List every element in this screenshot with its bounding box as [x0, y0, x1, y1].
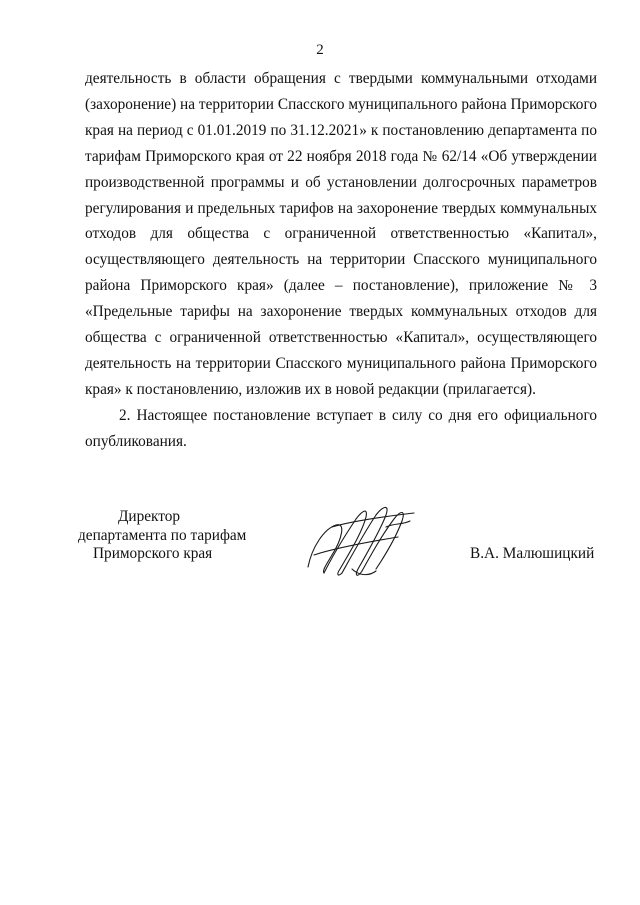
page-number: 2 [316, 42, 324, 58]
position-line-department: департамента по тарифам [78, 526, 247, 544]
document-body [85, 66, 597, 455]
handwritten-signature [302, 497, 420, 583]
paragraph-1: деятельность в области обращения с твердыми коммунальными отходами (захоронение) на территории Спасского муниципального района Приморского края на период с 01.01.2019 по 31.12.2021» к постановлению департамента по тарифам Приморского края от 22 ноября 2018 года № 62/14 «Об утверждении производственной программы и об установлении долгосрочных параметров регулирования и предельных тарифов на захоронение твердых коммунальных отходов для общества с ограниченной ответственностью «Капитал», осуществляющего деятельность на территории Спасского муниципального района Приморского края» (далее – постановление), приложение № 3 «Предельные тарифы на захоронение твердых коммунальных отходов для общества с ограниченной ответственностью «Капитал», осуществляющего деятельность на территории Спасского муниципального района Приморского края» к постановлению, изложив их в новой редакции (прилагается). [85, 70, 597, 398]
paragraph-2: 2. Настоящее постановление вступает в силу со дня его официального опубликования. [85, 406, 597, 450]
signatory-name: В.А. Малюшицкий [470, 545, 595, 562]
position-line-region: Приморского края [93, 545, 213, 562]
signatory-position [78, 508, 258, 564]
position-line-director: Директор [118, 508, 181, 525]
